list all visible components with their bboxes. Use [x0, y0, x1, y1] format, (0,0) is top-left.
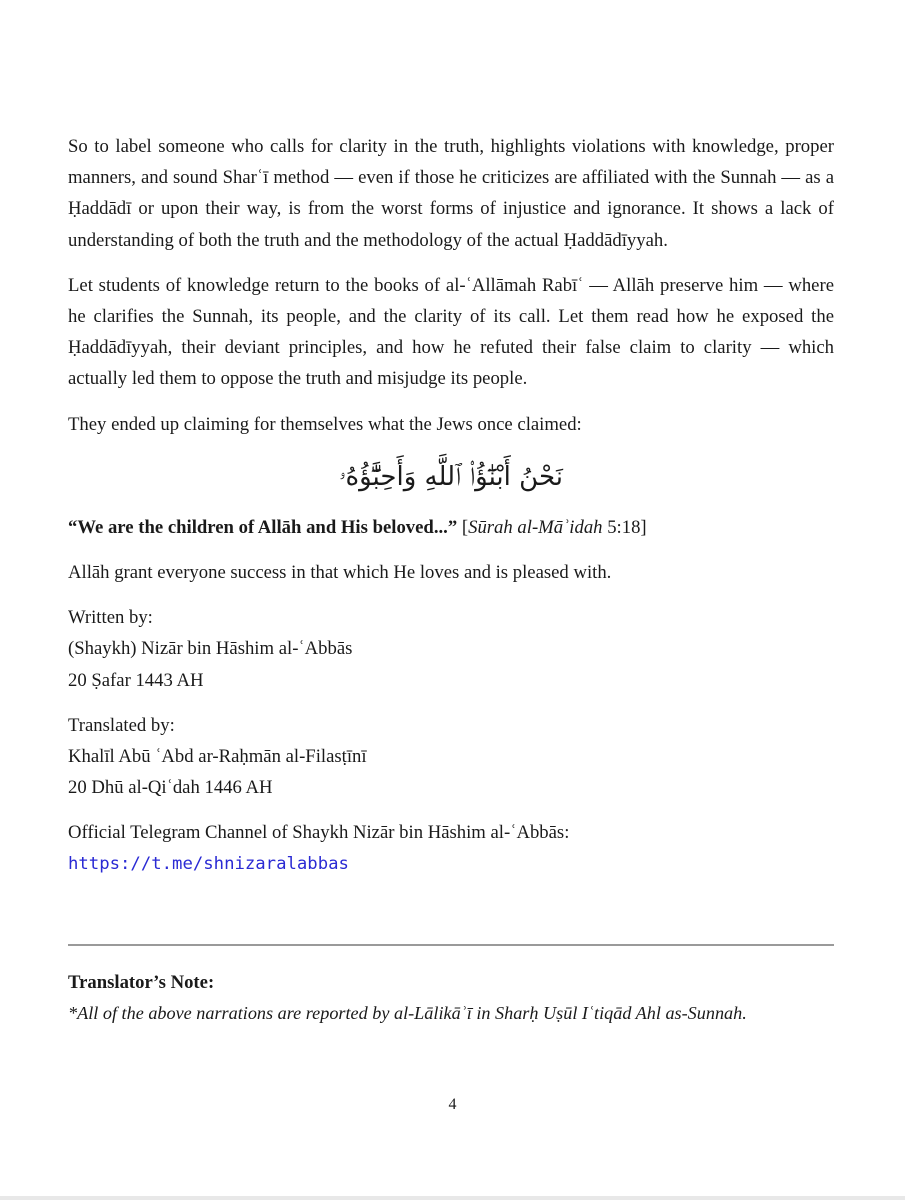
translated-by-label: Translated by:	[68, 714, 175, 736]
dua-line: Allāh grant everyone success in that which He loves and is pleased with.	[68, 562, 612, 584]
paragraph-clarity: So to label someone who calls for clarity in the truth, highlights violations with knowledge, proper manners, and sound Sharʿī method — even if those he criticizes are affiliated with the Sunnah — as a Ḥaddādī or upon their way, is from the worst forms of injustice and ignorance. It shows a lack of understanding of both the truth and the methodology of the actual Ḥaddādīyyah.	[68, 136, 834, 251]
verse-reference-open: [	[461, 516, 469, 538]
paragraph-jews-claim: They ended up claiming for themselves what the Jews once claimed:	[68, 413, 582, 435]
main-content	[68, 131, 834, 880]
verse-translation	[68, 512, 834, 543]
arabic-verse: نَحْنُ أَبْنَٰٓؤُا۟ ٱللَّهِ وَأَحِبَّٰٓؤُهُۥ	[339, 461, 563, 492]
page-edge	[0, 1196, 905, 1200]
page-number: 4	[448, 1096, 457, 1113]
section-divider	[68, 944, 834, 946]
translator-note	[68, 968, 848, 1028]
translated-date: 20 Dhū al-Qiʿdah 1446 AH	[68, 777, 273, 799]
translator-name: Khalīl Abū ʿAbd ar-Raḥmān al-Filasṭīnī	[68, 746, 367, 768]
verse-translation-text: “We are the children of Allāh and His beloved...”	[68, 516, 458, 538]
verse-reference-surah: Sūrah al-Māʾidah	[468, 516, 603, 538]
verse-reference-number: 5:18]	[602, 516, 647, 538]
written-by-label: Written by:	[68, 607, 153, 629]
telegram-channel-link[interactable]: https://t.me/shnizaralabbas	[68, 853, 349, 874]
author-name: (Shaykh) Nizār bin Hāshim al-ʿAbbās	[68, 638, 353, 660]
telegram-channel-label: Official Telegram Channel of Shaykh Nizār bin Hāshim al-ʿAbbās:	[68, 822, 570, 844]
translator-note-title: Translator’s Note:	[68, 972, 215, 993]
written-date: 20 Ṣafar 1443 AH	[68, 669, 204, 691]
paragraph-students: Let students of knowledge return to the books of al-ʿAllāmah Rabīʿ — Allāh preserve him — where he clarifies the Sunnah, its people, and the clarity of its call. Let them read how he exposed the Ḥaddādīyyah, their deviant principles, and how he refuted their false claim to clarity — which actually led them to oppose the truth and misjudge its people.	[68, 274, 834, 390]
translator-note-text: *All of the above narrations are reported by al-Lālikāʾī in Sharḥ Uṣūl Iʿtiqād Ahl as-Sunnah.	[68, 1003, 747, 1023]
